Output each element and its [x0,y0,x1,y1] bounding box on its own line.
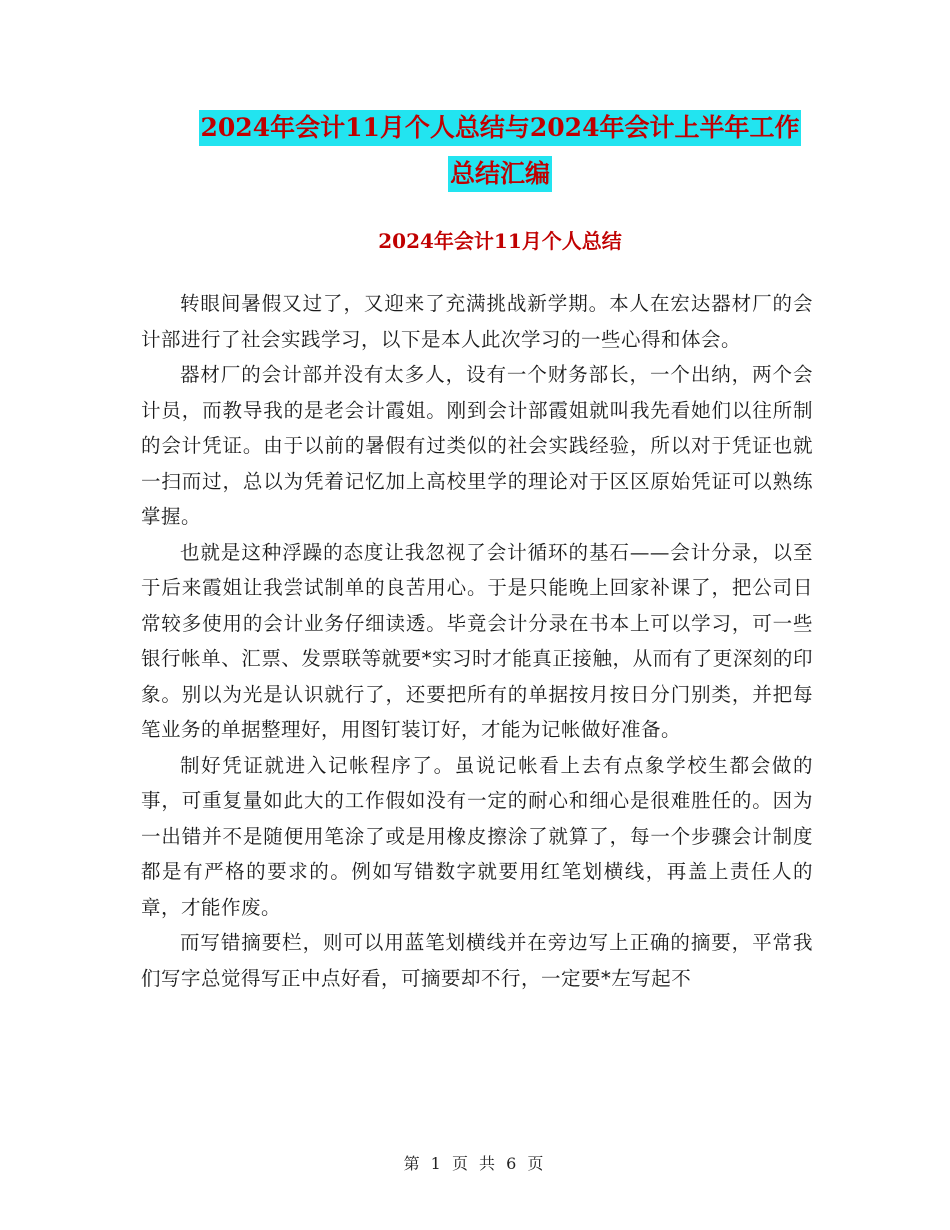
paragraph: 器材厂的会计部并没有太多人，设有一个财务部长，一个出纳，两个会计员，而教导我的是老会计霞姐。刚到会计部霞姐就叫我先看她们以往所制的会计凭证。由于以前的暑假有过类似的社会实践经验，所以对于凭证也就一扫而过，总以为凭着记忆加上高校里学的理论对于区区原始凭证可以熟练掌握。 [141,363,813,528]
document-body [141,286,813,996]
paragraph: 转眼间暑假又过了，又迎来了充满挑战新学期。本人在宏达器材厂的会计部进行了社会实践学习，以下是本人此次学习的一些心得和体会。 [141,292,813,351]
paragraph: 制好凭证就进入记帐程序了。虽说记帐看上去有点象学校生都会做的事，可重复量如此大的工作假如没有一定的耐心和细心是很难胜任的。因为一出错并不是随便用笔涂了或是用橡皮擦涂了就算了，每一个步骤会计制度都是有严格的要求的。例如写错数字就要用红笔划横线，再盖上责任人的章，才能作废。 [141,753,813,919]
section-title: 2024年会计11月个人总结 [378,229,622,253]
document-title-line-1: 2024年会计11月个人总结与2024年会计上半年工作 [199,110,802,146]
paragraph: 而写错摘要栏，则可以用蓝笔划横线并在旁边写上正确的摘要，平常我们写字总觉得写正中点好看，可摘要却不行，一定要*左写起不 [141,931,813,990]
document-title-line-2: 总结汇编 [448,156,552,192]
paragraph: 也就是这种浮躁的态度让我忽视了会计循环的基石——会计分录，以至于后来霞姐让我尝试制单的良苦用心。于是只能晚上回家补课了，把公司日常较多使用的会计业务仔细读透。毕竟会计分录在书本上可以学习，可一些银行帐单、汇票、发票联等就要*实习时才能真正接触，从而有了更深刻的印象。别以为光是认识就行了，还要把所有的单据按月按日分门别类，并把每笔业务的单据整理好，用图钉装订好，才能为记帐做好准备。 [141,540,813,741]
page-footer: 第 1 页 共 6 页 [403,1154,547,1173]
document-title [140,110,860,202]
